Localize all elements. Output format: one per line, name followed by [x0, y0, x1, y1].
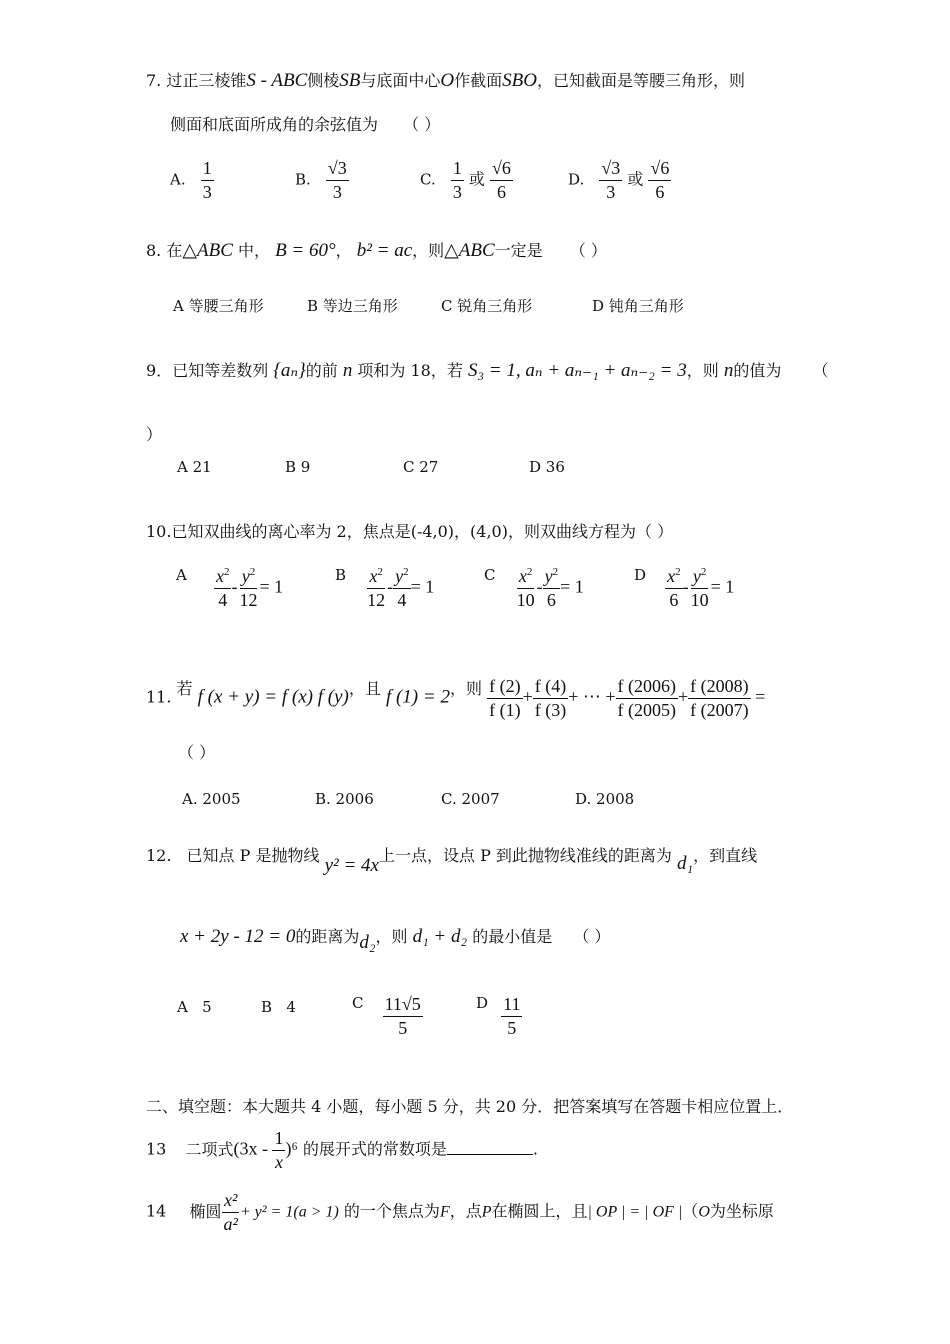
q12-math: d₁ — [677, 853, 694, 874]
q9-text: ，则 — [686, 361, 719, 380]
option-label: D — [634, 566, 647, 584]
q12-math: d₁ + d₂ — [412, 926, 468, 947]
fraction — [383, 994, 423, 1038]
denominator: 12 — [367, 589, 386, 610]
q14-math: O — [698, 1203, 710, 1221]
fraction: $\frac{y^2}{4}$ — [395, 566, 409, 610]
q11-text: 若 — [176, 679, 193, 698]
numerator: f (4) — [533, 676, 568, 699]
q13-line — [146, 1128, 538, 1172]
equals-one: = 1 — [259, 576, 284, 597]
q8-math: △ABC — [444, 240, 495, 261]
q7-option-b — [295, 158, 349, 202]
numerator: √3 — [326, 158, 349, 181]
q7-text: ，已知截面是等腰三角形，则 — [536, 71, 745, 90]
q14-text: 的一个焦点为 — [343, 1201, 440, 1221]
q7-option-d — [568, 158, 671, 202]
q8-math: b² = ac — [356, 240, 413, 261]
q14-math: | OP | = | OF | — [587, 1203, 683, 1221]
q13-number: 13 — [146, 1139, 167, 1159]
q10-option-c: C $\frac{x^2}{10}$ - $\frac{y^2}{6}$ = 1 — [484, 566, 584, 610]
option-label: A — [177, 998, 188, 1016]
q7-math: S - ABC — [246, 70, 308, 91]
q8-option-d: D 钝角三角形 — [592, 297, 684, 315]
numerator: 11√5 — [383, 994, 423, 1017]
denominator: 6 — [496, 181, 506, 202]
answer-paren: （ ） — [569, 241, 607, 260]
q7-line2 — [170, 112, 440, 135]
option-label: C. — [420, 170, 436, 189]
fraction: $\frac{x^2}{12}$ — [367, 566, 386, 610]
option-label: A — [176, 566, 187, 584]
fraction — [616, 676, 678, 720]
ellipsis: + ⋯ + — [568, 686, 616, 707]
numerator: f (2) — [487, 676, 522, 699]
q8-text: 中， — [237, 241, 270, 260]
option-label: B — [261, 998, 273, 1016]
q12-math: x + 2y - 12 = 0 — [180, 926, 296, 947]
numerator: 1 — [451, 158, 464, 181]
denominator: 10 — [516, 589, 535, 610]
q7-option-a — [170, 158, 214, 202]
option-label: A. — [170, 170, 186, 189]
option-label: B — [335, 566, 347, 584]
q9-number: 9． — [146, 361, 173, 380]
q12-text: 的最小值是 — [472, 927, 553, 946]
denominator: 3 — [452, 181, 462, 202]
q12-option-b — [261, 998, 296, 1016]
q9-math: n — [342, 360, 353, 381]
fraction — [599, 158, 622, 202]
equals-one: = 1 — [710, 576, 735, 597]
q8-option-a: A 等腰三角形 — [173, 297, 264, 315]
q7-line1 — [146, 68, 745, 92]
denominator: 4 — [218, 589, 228, 610]
option-value: 5 — [202, 998, 212, 1016]
denominator: f (2005) — [617, 699, 676, 720]
q9-option-c: C 27 — [403, 458, 439, 476]
denominator: 3 — [202, 181, 212, 202]
q11-line1: 11. 若 f (x + y) = f (x) f (y)，且 f (1) = 2，则 $\frac{f (2)}{f (1)}$ + $\frac{f (4)}{f (3)}$ + ⋯ + $\frac{f (2006)}{f (2005)}$ + $\frac{f (2008)}{f (2007)}$ = — [146, 676, 766, 720]
answer-paren: （ ） — [403, 115, 441, 134]
q8-number: 8. — [146, 241, 162, 260]
fraction — [451, 158, 464, 202]
denominator: 5 — [398, 1017, 408, 1038]
denominator: f (3) — [534, 699, 567, 720]
q12-text: 的距离为 — [295, 927, 360, 946]
q12-option-d — [476, 994, 522, 1038]
q11-option-b: B. 2006 — [315, 790, 374, 808]
or-text: 或 — [468, 169, 485, 189]
fraction: $\frac{y^2}{10}$ — [690, 566, 709, 610]
q9-text: 的值为 — [733, 361, 782, 380]
fraction — [490, 158, 513, 202]
q12-option-a — [177, 998, 212, 1016]
q14-text: （ — [682, 1201, 699, 1221]
fraction — [501, 994, 522, 1038]
answer-paren: （ ） — [178, 743, 216, 762]
denominator: 5 — [507, 1017, 517, 1038]
q7-text: 作截面 — [454, 71, 503, 90]
q11-math: f (1) = 2 — [385, 686, 450, 708]
fraction — [688, 676, 750, 720]
q12-line1 — [146, 843, 758, 876]
q7-number: 7. — [146, 71, 162, 90]
denominator: 6 — [655, 181, 665, 202]
q12-line2 — [180, 924, 611, 953]
q14-text: 椭圆 — [189, 1201, 222, 1221]
numerator: √3 — [599, 158, 622, 181]
q8-text: 在 — [166, 241, 183, 260]
q12-number: 12. — [146, 846, 172, 865]
q9-option-d: D 36 — [529, 458, 565, 476]
equals-one: = 1 — [410, 576, 435, 597]
numerator: 11 — [501, 994, 522, 1017]
section-heading: 二、填空题：本大题共 4 小题，每小题 5 分，共 20 分．把答案填写在答题卡相应位置上． — [146, 1097, 794, 1116]
q13-math: )⁶ — [285, 1138, 298, 1159]
fraction: $\frac{y^2}{6}$ — [544, 566, 559, 610]
q12-option-c — [352, 994, 423, 1038]
q13-text: . — [532, 1139, 538, 1159]
option-label: D. — [568, 170, 585, 189]
q9-math: S₃ = 1, aₙ + aₙ₋₁ + aₙ₋₂ = 3 — [467, 360, 687, 381]
fraction: $\frac{x^2}{4}$ — [215, 566, 230, 610]
fraction: $\frac{y^2}{12}$ — [239, 566, 258, 610]
fraction — [326, 158, 349, 202]
q7-option-c — [420, 158, 513, 202]
q12-text: ，到直线 — [693, 846, 758, 865]
denominator: 10 — [690, 589, 709, 610]
numerator: x² — [222, 1190, 239, 1213]
q10-stem: 10.已知双曲线的离心率为 2，焦点是(-4,0)，(4,0)，则双曲线方程为（ ） — [146, 522, 674, 541]
q8-option-c: C 锐角三角形 — [441, 297, 533, 315]
numerator: √6 — [490, 158, 513, 181]
q14-text: 在椭圆上，且 — [491, 1201, 588, 1221]
q9-math: n — [723, 360, 734, 381]
q11-text: ，且 — [348, 679, 381, 698]
answer-paren: （ — [812, 361, 829, 380]
denominator: 3 — [606, 181, 616, 202]
q8-math: △ABC — [182, 240, 233, 261]
q12-text: ，则 — [375, 927, 408, 946]
denominator: 3 — [332, 181, 342, 202]
q13-math: (3x - — [233, 1138, 273, 1159]
denominator: 12 — [239, 589, 258, 610]
fraction — [272, 1128, 285, 1172]
q11-option-a: A. 2005 — [182, 790, 241, 808]
numerator: √6 — [648, 158, 671, 181]
fraction — [648, 158, 671, 202]
q11-option-c: C. 2007 — [441, 790, 500, 808]
q12-math: d₂ — [359, 932, 376, 953]
q9-option-a: A 21 — [177, 458, 212, 476]
numerator: f (2006) — [616, 676, 678, 699]
q14-line — [146, 1190, 774, 1234]
numerator: 1 — [201, 158, 214, 181]
option-label: C — [484, 566, 496, 584]
q12-math: y² = 4x — [324, 855, 379, 876]
answer-paren: （ ） — [573, 927, 611, 946]
fraction: $\frac{x^2}{10}$ — [516, 566, 535, 610]
fraction: $\frac{x^2}{6}$ — [667, 566, 681, 610]
q12-text: 上一点，设点 P 到此抛物线准线的距离为 — [378, 846, 672, 865]
q11-number: 11. — [146, 687, 172, 707]
answer-blank[interactable] — [447, 1153, 533, 1155]
denominator: 6 — [546, 589, 556, 610]
denominator: f (2007) — [690, 699, 749, 720]
fraction — [221, 1190, 239, 1234]
q13-text: 的展开式的常数项是 — [302, 1139, 447, 1159]
q8-math: B = 60° — [275, 240, 336, 261]
q9-option-b: B 9 — [285, 458, 311, 476]
q9-text: 已知等差数列 — [172, 361, 269, 380]
denominator: 4 — [397, 589, 407, 610]
q14-math: P — [481, 1203, 492, 1221]
q9-text: 项和为 18，若 — [357, 361, 463, 380]
option-label: C — [352, 994, 364, 1012]
numerator: f (2008) — [688, 676, 750, 699]
q9-text: 的前 — [305, 361, 338, 380]
q10-option-d: D $\frac{x^2}{6}$ - $\frac{y^2}{10}$ = 1 — [634, 566, 735, 610]
denominator: 6 — [669, 589, 679, 610]
q8-text: 一定是 — [494, 241, 543, 260]
q7-math: SBO — [502, 70, 537, 91]
q14-number: 14 — [146, 1201, 167, 1221]
option-value: 4 — [286, 998, 296, 1016]
fraction — [533, 676, 568, 720]
q7-text: 侧面和底面所成角的余弦值为 — [170, 115, 379, 134]
denominator: f (1) — [489, 699, 521, 720]
q11-math: f (x + y) = f (x) f (y) — [197, 686, 349, 708]
q8-line1: 8. 在△ABC 中， B = 60°， b² = ac，则△ABC一定是 （ ） — [146, 240, 607, 261]
q10-option-b: B $\frac{x^2}{12}$ - $\frac{y^2}{4}$ = 1 — [335, 566, 435, 610]
fraction — [487, 676, 522, 720]
option-label: B. — [295, 170, 311, 189]
q14-math: + y² = 1(a > 1) — [239, 1203, 339, 1221]
or-text: 或 — [627, 169, 644, 189]
q7-text: 与底面中心 — [360, 71, 441, 90]
equals-one: = 1 — [560, 576, 584, 597]
q8-text: ，则 — [412, 241, 445, 260]
q14-text: 为坐标原 — [709, 1201, 774, 1221]
q7-text: 侧棱 — [307, 71, 340, 90]
q7-text: 过正三棱锥 — [166, 71, 247, 90]
q7-math: SB — [339, 70, 361, 91]
q14-math: F — [439, 1203, 450, 1221]
fraction — [201, 158, 214, 202]
q8-option-b: B 等边三角形 — [307, 297, 398, 315]
q7-math: O — [440, 70, 455, 91]
q9-math: {aₙ} — [273, 360, 306, 381]
q10-option-a: A $\frac{x^2}{4}$ - $\frac{y^2}{12}$ = 1 — [176, 566, 284, 610]
q9-line1 — [146, 358, 828, 382]
q12-text: 已知点 P 是抛物线 — [186, 846, 320, 865]
q14-text: ，点 — [449, 1201, 482, 1221]
q11-option-d: D. 2008 — [575, 790, 635, 808]
numerator: 1 — [272, 1128, 285, 1151]
q13-text: 二项式 — [185, 1139, 234, 1159]
answer-paren: ） — [146, 425, 163, 444]
denominator: a² — [223, 1213, 238, 1234]
option-label: D — [476, 994, 489, 1012]
denominator: x — [274, 1151, 283, 1172]
q11-text: ，则 — [449, 679, 482, 698]
